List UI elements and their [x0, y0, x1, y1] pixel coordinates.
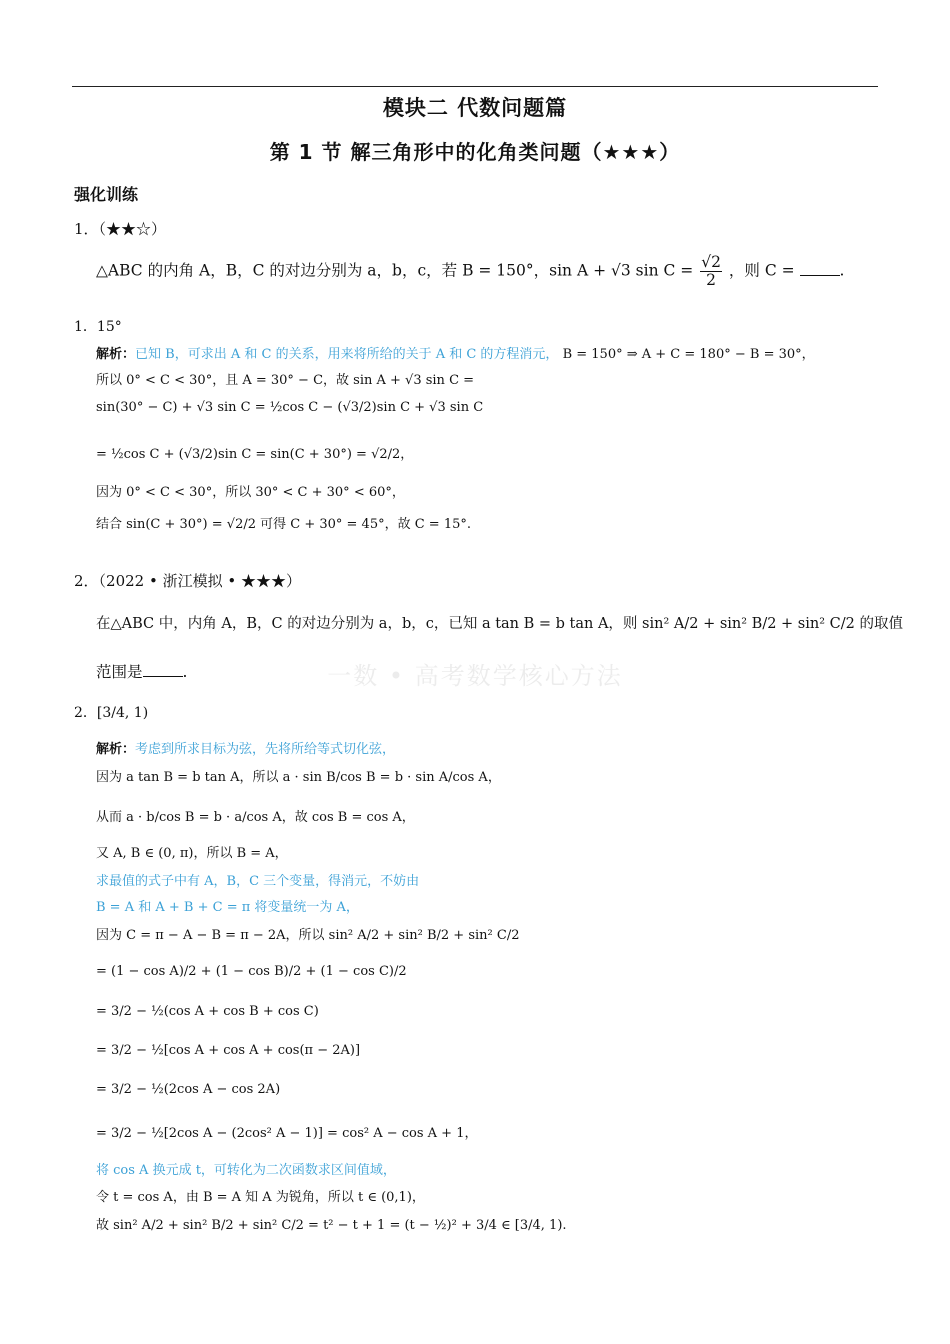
analysis-2-hint-3: B = A 和 A + B + C = π 将变量统一为 A，: [96, 900, 359, 915]
analysis-1-line-1-tail: B = 150° ⇒ A + C = 180° − B = 30°，: [562, 347, 815, 362]
analysis-2-line-4: 因为 C = π − A − B = π − 2A，所以 sin² A/2 + sin² B/2 + sin² C/2: [96, 928, 520, 943]
analysis-1-line-2: 所以 0° < C < 30°，且 A = 30° − C，故 sin A + √3 sin C =: [96, 373, 475, 388]
watermark: 一数 • 高考数学核心方法: [327, 662, 623, 690]
fraction-denominator: 2: [706, 271, 717, 290]
question-1-stem-tail: ，则 C =: [728, 261, 795, 280]
analysis-label: 解析：: [96, 347, 136, 362]
analysis-2-line-7: = 3/2 − ½[cos A + cos A + cos(π − 2A)]: [96, 1043, 361, 1058]
analysis-1-line-5: 因为 0° < C < 30°，所以 30° < C + 30° < 60°，: [96, 485, 405, 500]
question-1-header: 1．（★★☆）: [74, 220, 167, 238]
question-1-stem-end: .: [839, 261, 845, 280]
analysis-1-line-4: = ½cos C + (√3/2)sin C = sin(C + 30°) = √2/2，: [96, 447, 414, 462]
analysis-2-line-5: = (1 − cos A)/2 + (1 − cos B)/2 + (1 − cos C)/2: [96, 964, 407, 979]
analysis-1-line-1: [96, 343, 815, 362]
answer-blank: [800, 275, 840, 276]
fraction-numerator: √2: [701, 253, 721, 271]
training-heading: 强化训练: [74, 185, 139, 204]
question-2-stem-tail: 范围是: [96, 663, 143, 681]
analysis-label: 解析：: [96, 742, 136, 757]
answer-2: 2．[3/4, 1): [74, 705, 149, 721]
analysis-1-hint: 已知 B，可求出 A 和 C 的关系，用来将所给的关于 A 和 C 的方程消元，: [135, 347, 559, 362]
analysis-2-line-1: 因为 a tan B = b tan A，所以 a · sin B/cos B = b · sin A/cos A，: [96, 770, 501, 785]
question-1-stem: [96, 254, 844, 289]
answer-blank: [143, 676, 183, 677]
analysis-2-line-9: = 3/2 − ½[2cos A − (2cos² A − 1)] = cos² A − cos A + 1，: [96, 1126, 478, 1141]
analysis-2-hint-2: 求最值的式子中有 A，B，C 三个变量，得消元，不妨由: [96, 874, 420, 889]
analysis-2-line-2: 从而 a · b/cos B = b · a/cos A，故 cos B = cos A，: [96, 810, 415, 825]
analysis-2-line-10: 令 t = cos A，由 B = A 知 A 为锐角，所以 t ∈ (0,1)，: [96, 1190, 425, 1205]
section-title: 第 1 节 解三角形中的化角类问题（★★★）: [269, 140, 681, 164]
analysis-2-line-8: = 3/2 − ½(2cos A − cos 2A): [96, 1082, 281, 1097]
question-2-stem-line-2: [96, 660, 187, 682]
question-2-stem-end: .: [182, 663, 188, 681]
analysis-2-hint-4: 将 cos A 换元成 t，可转化为二次函数求区间值域，: [96, 1163, 396, 1178]
module-title: 模块二 代数问题篇: [382, 96, 568, 120]
analysis-2-line-0: [96, 738, 395, 757]
question-1-stem-text: △ABC 的内角 A，B，C 的对边分别为 a，b，c，若 B = 150°，sin A + √3 sin C =: [96, 261, 694, 280]
answer-1: 1．15°: [74, 319, 122, 335]
analysis-2-line-6: = 3/2 − ½(cos A + cos B + cos C): [96, 1004, 319, 1019]
analysis-2-hint-1: 考虑到所求目标为弦，先将所给等式切化弦，: [135, 742, 396, 757]
question-1-fraction: [700, 254, 722, 289]
top-rule: [72, 86, 878, 87]
analysis-1-line-6: 结合 sin(C + 30°) = √2/2 可得 C + 30° = 45°，故 C = 15°.: [96, 517, 472, 532]
question-2-stem: 在△ABC 中，内角 A，B，C 的对边分别为 a，b，c，已知 a tan B = b tan A，则 sin² A/2 + sin² B/2 + sin² C/2 的取值: [96, 616, 903, 632]
analysis-1-line-3: sin(30° − C) + √3 sin C = ½cos C − (√3/2)sin C + √3 sin C: [96, 400, 484, 415]
question-2-header: 2．（2022 • 浙江模拟 • ★★★）: [74, 572, 301, 590]
analysis-2-line-11: 故 sin² A/2 + sin² B/2 + sin² C/2 = t² − t + 1 = (t − ½)² + 3/4 ∈ [3/4, 1).: [96, 1218, 567, 1233]
analysis-2-line-3: 又 A, B ∈ (0, π)，所以 B = A，: [96, 846, 288, 861]
